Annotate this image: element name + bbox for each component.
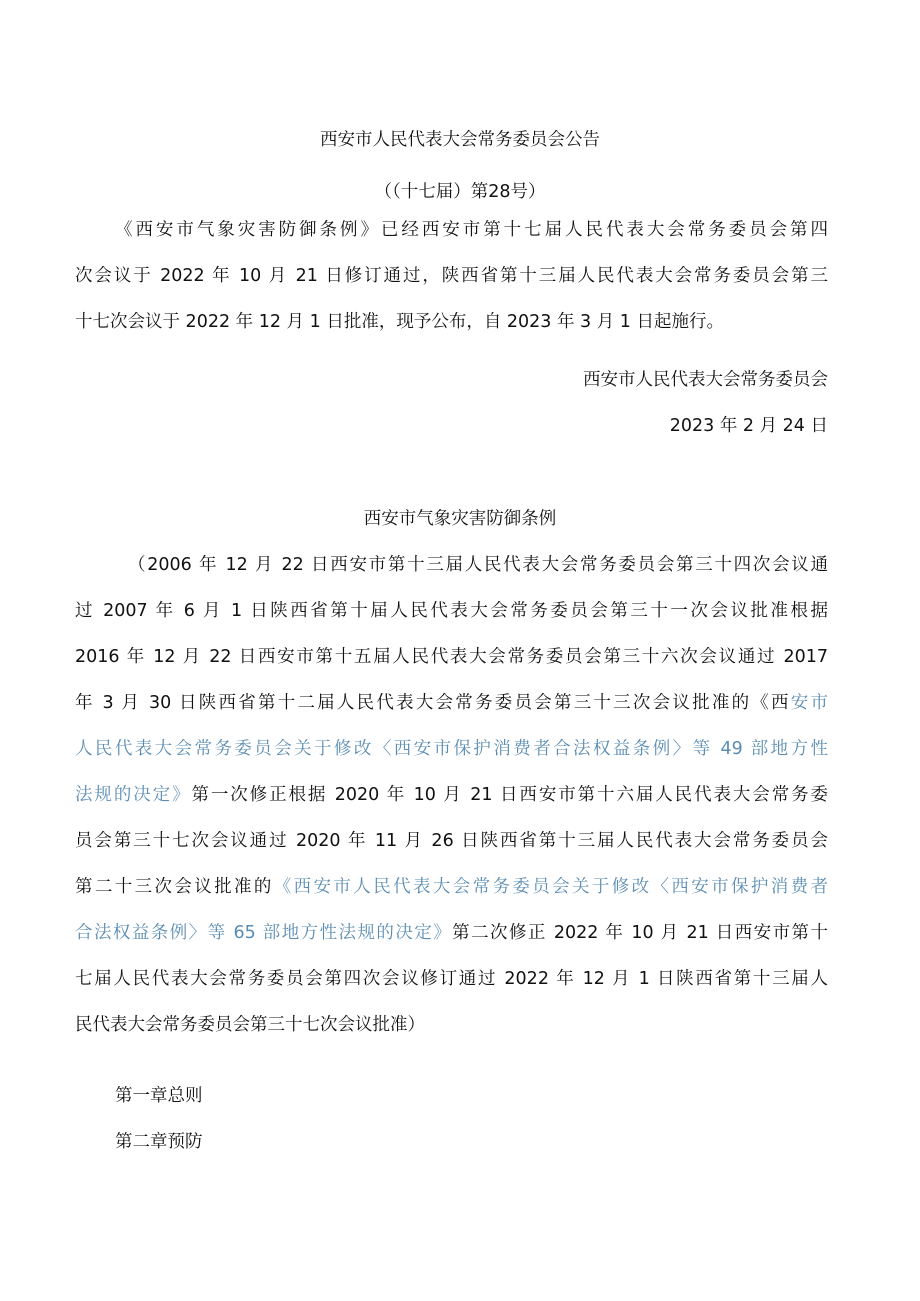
- history-line: 2016 年 12 月 22 日西安市第十五届人民代表大会常务委员会第三十六次会议通过 2017: [75, 647, 828, 667]
- history-text: 第二十三次会议批准的: [75, 877, 274, 897]
- toc-chapter-1[interactable]: 第一章总则: [115, 1086, 203, 1106]
- announcement-body-line: 十七次会议于 2022 年 12 月 1 日批准，现予公布，自 2023 年 3 月 1 日起施行。: [75, 312, 724, 332]
- history-line: [75, 783, 828, 807]
- announcement-body-line: 《西安市气象灾害防御条例》已经西安市第十七届人民代表大会常务委员会第四: [115, 220, 828, 240]
- toc-chapter-2[interactable]: 第二章预防: [115, 1132, 203, 1152]
- history-line: [75, 691, 828, 715]
- amendment-decision-link-2[interactable]: 《西安市人民代表大会常务委员会关于修改〈西安市保护消费者: [273, 877, 829, 897]
- history-line: [75, 875, 828, 899]
- history-line: 过 2007 年 6 月 1 日陕西省第十届人民代表大会常务委员会第三十一次会议批准根据: [75, 601, 828, 621]
- regulation-title: 西安市气象灾害防御条例: [363, 509, 557, 529]
- announcement-signature: 西安市人民代表大会常务委员会: [583, 370, 828, 390]
- announcement-date: 2023 年 2 月 24 日: [669, 416, 828, 436]
- history-line: 员会第三十七次会议通过 2020 年 11 月 26 日陕西省第十三届人民代表大会常务委员会: [75, 831, 828, 851]
- amendment-decision-link-1[interactable]: 人民代表大会常务委员会关于修改〈西安市保护消费者合法权益条例〉等 49 部地方性: [75, 739, 828, 759]
- history-text: 第一次修正根据 2020 年 10 月 21 日西安市第十六届人民代表大会常务委: [191, 785, 829, 805]
- amendment-decision-link-1[interactable]: 法规的决定》: [75, 785, 192, 805]
- announcement-body-line: 次会议于 2022 年 10 月 21 日修订通过，陕西省第十三届人民代表大会常务委员会第三: [75, 266, 828, 286]
- history-line: 七届人民代表大会常务委员会第四次会议修订通过 2022 年 12 月 1 日陕西省第十三届人: [75, 969, 828, 989]
- amendment-decision-link-2[interactable]: 合法权益条例〉等 65 部地方性法规的决定》: [75, 923, 453, 943]
- history-text: 第二次修正 2022 年 10 月 21 日西安市第十: [452, 923, 828, 943]
- history-line: 民代表大会常务委员会第三十七次会议批准）: [75, 1015, 425, 1035]
- announcement-title: 西安市人民代表大会常务委员会公告: [320, 130, 600, 150]
- history-line: （2006 年 12 月 22 日西安市第十三届人民代表大会常务委员会第三十四次会议通: [128, 555, 828, 575]
- amendment-decision-link-1[interactable]: 安市: [790, 693, 828, 713]
- history-line: [75, 921, 828, 945]
- history-text: 年 3 月 30 日陕西省第十二届人民代表大会常务委员会第三十三次会议批准的《西: [75, 693, 791, 713]
- announcement-number: （（十七届）第28号）: [374, 182, 546, 202]
